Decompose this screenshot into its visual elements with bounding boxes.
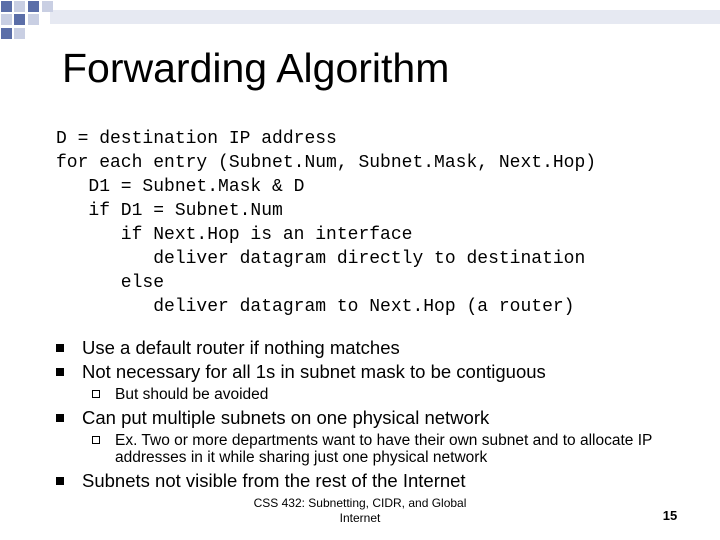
bullet-icon [56, 477, 64, 485]
code-line: deliver datagram directly to destination [56, 249, 586, 269]
bullet-item: Use a default router if nothing matches [82, 337, 400, 358]
bullet-item: Subnets not visible from the rest of the Internet [82, 470, 466, 491]
code-line: if D1 = Subnet.Num [56, 201, 283, 221]
slide-title: Forwarding Algorithm [62, 45, 450, 91]
code-line: D = destination IP address [56, 129, 337, 149]
code-line: deliver datagram to Next.Hop (a router) [56, 297, 575, 317]
slide-footer: CSS 432: Subnetting, CIDR, and Global Internet [253, 496, 467, 525]
code-line: if Next.Hop is an interface [56, 225, 413, 245]
code-line: for each entry (Subnet.Num, Subnet.Mask, Next.Hop) [56, 153, 597, 173]
bullet-item: Can put multiple subnets on one physical network [82, 407, 490, 428]
sub-bullet-item: But should be avoided [115, 386, 269, 403]
code-line: D1 = Subnet.Mask & D [56, 177, 305, 197]
bullet-icon [56, 414, 64, 422]
code-line: else [56, 273, 165, 293]
sub-bullet-item: Ex. Two or more departments want to have their own subnet and to allocate IP addresses in it while sharing just one physical network [115, 432, 653, 466]
bullet-icon [56, 344, 64, 352]
bullet-item: Not necessary for all 1s in subnet mask to be contiguous [82, 361, 546, 382]
code-block [56, 127, 596, 319]
page-number: 15 [662, 508, 678, 523]
bullet-icon [56, 368, 64, 376]
sub-bullet-icon [92, 390, 100, 398]
sub-bullet-icon [92, 436, 100, 444]
